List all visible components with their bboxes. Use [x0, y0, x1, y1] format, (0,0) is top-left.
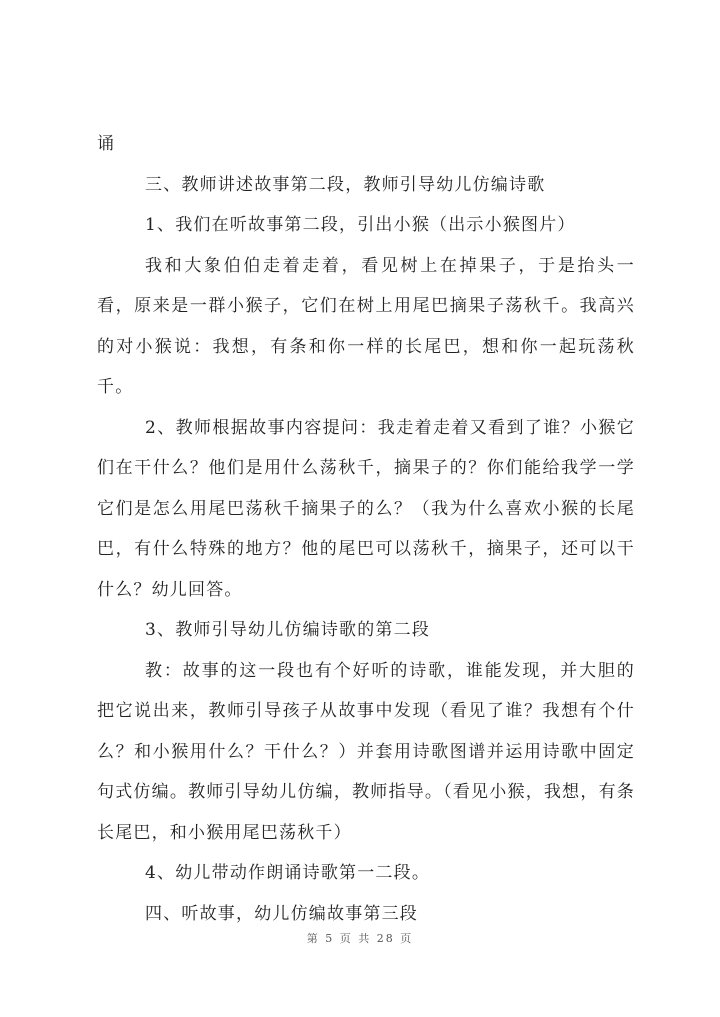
paragraph-6: 3、教师引导幼儿仿编诗歌的第二段	[145, 620, 431, 640]
paragraph-8: 4、幼儿带动作朗诵诗歌第一二段。	[145, 863, 431, 883]
paragraph-2: 三、教师讲述故事第二段，教师引导幼儿仿编诗歌	[145, 174, 546, 195]
page-footer: 第 5 页 共 28 页	[306, 932, 414, 945]
document-body	[97, 124, 635, 934]
paragraph-4: 我和大象伯伯走着走着，看见树上在掉果子，于是抬头一看，原来是一群小猴子，它们在树上用尾巴摘果子荡秋千。我高兴的对小猴说：我想，有条和你一样的长尾巴，想和你一起玩荡秋千。	[97, 255, 635, 397]
paragraph-3: 1、我们在听故事第二段，引出小猴（出示小猴图片）	[145, 215, 576, 235]
paragraph-1: 诵	[97, 134, 116, 154]
paragraph-9: 四、听故事，幼儿仿编故事第三段	[145, 903, 418, 924]
paragraph-5: 2、教师根据故事内容提问：我走着走着又看到了谁？小猴它们在干什么？他们是用什么荡秋千，摘果子的？你们能给我学一学它们是怎么用尾巴荡秋千摘果子的么？（我为什么喜欢小猴的长尾巴，有什么特殊的地方？他的尾巴可以荡秋千，摘果子，还可以干什么？幼儿回答。	[97, 417, 635, 600]
paragraph-7: 教：故事的这一段也有个好听的诗歌，谁能发现，并大胆的把它说出来，教师引导孩子从故事中发现（看见了谁？我想有个什么？和小猴用什么？干什么？）并套用诗歌图谱并运用诗歌中固定句式仿编。教师引导幼儿仿编，教师指导。（看见小猴，我想，有条长尾巴，和小猴用尾巴荡秋千）	[97, 660, 635, 843]
